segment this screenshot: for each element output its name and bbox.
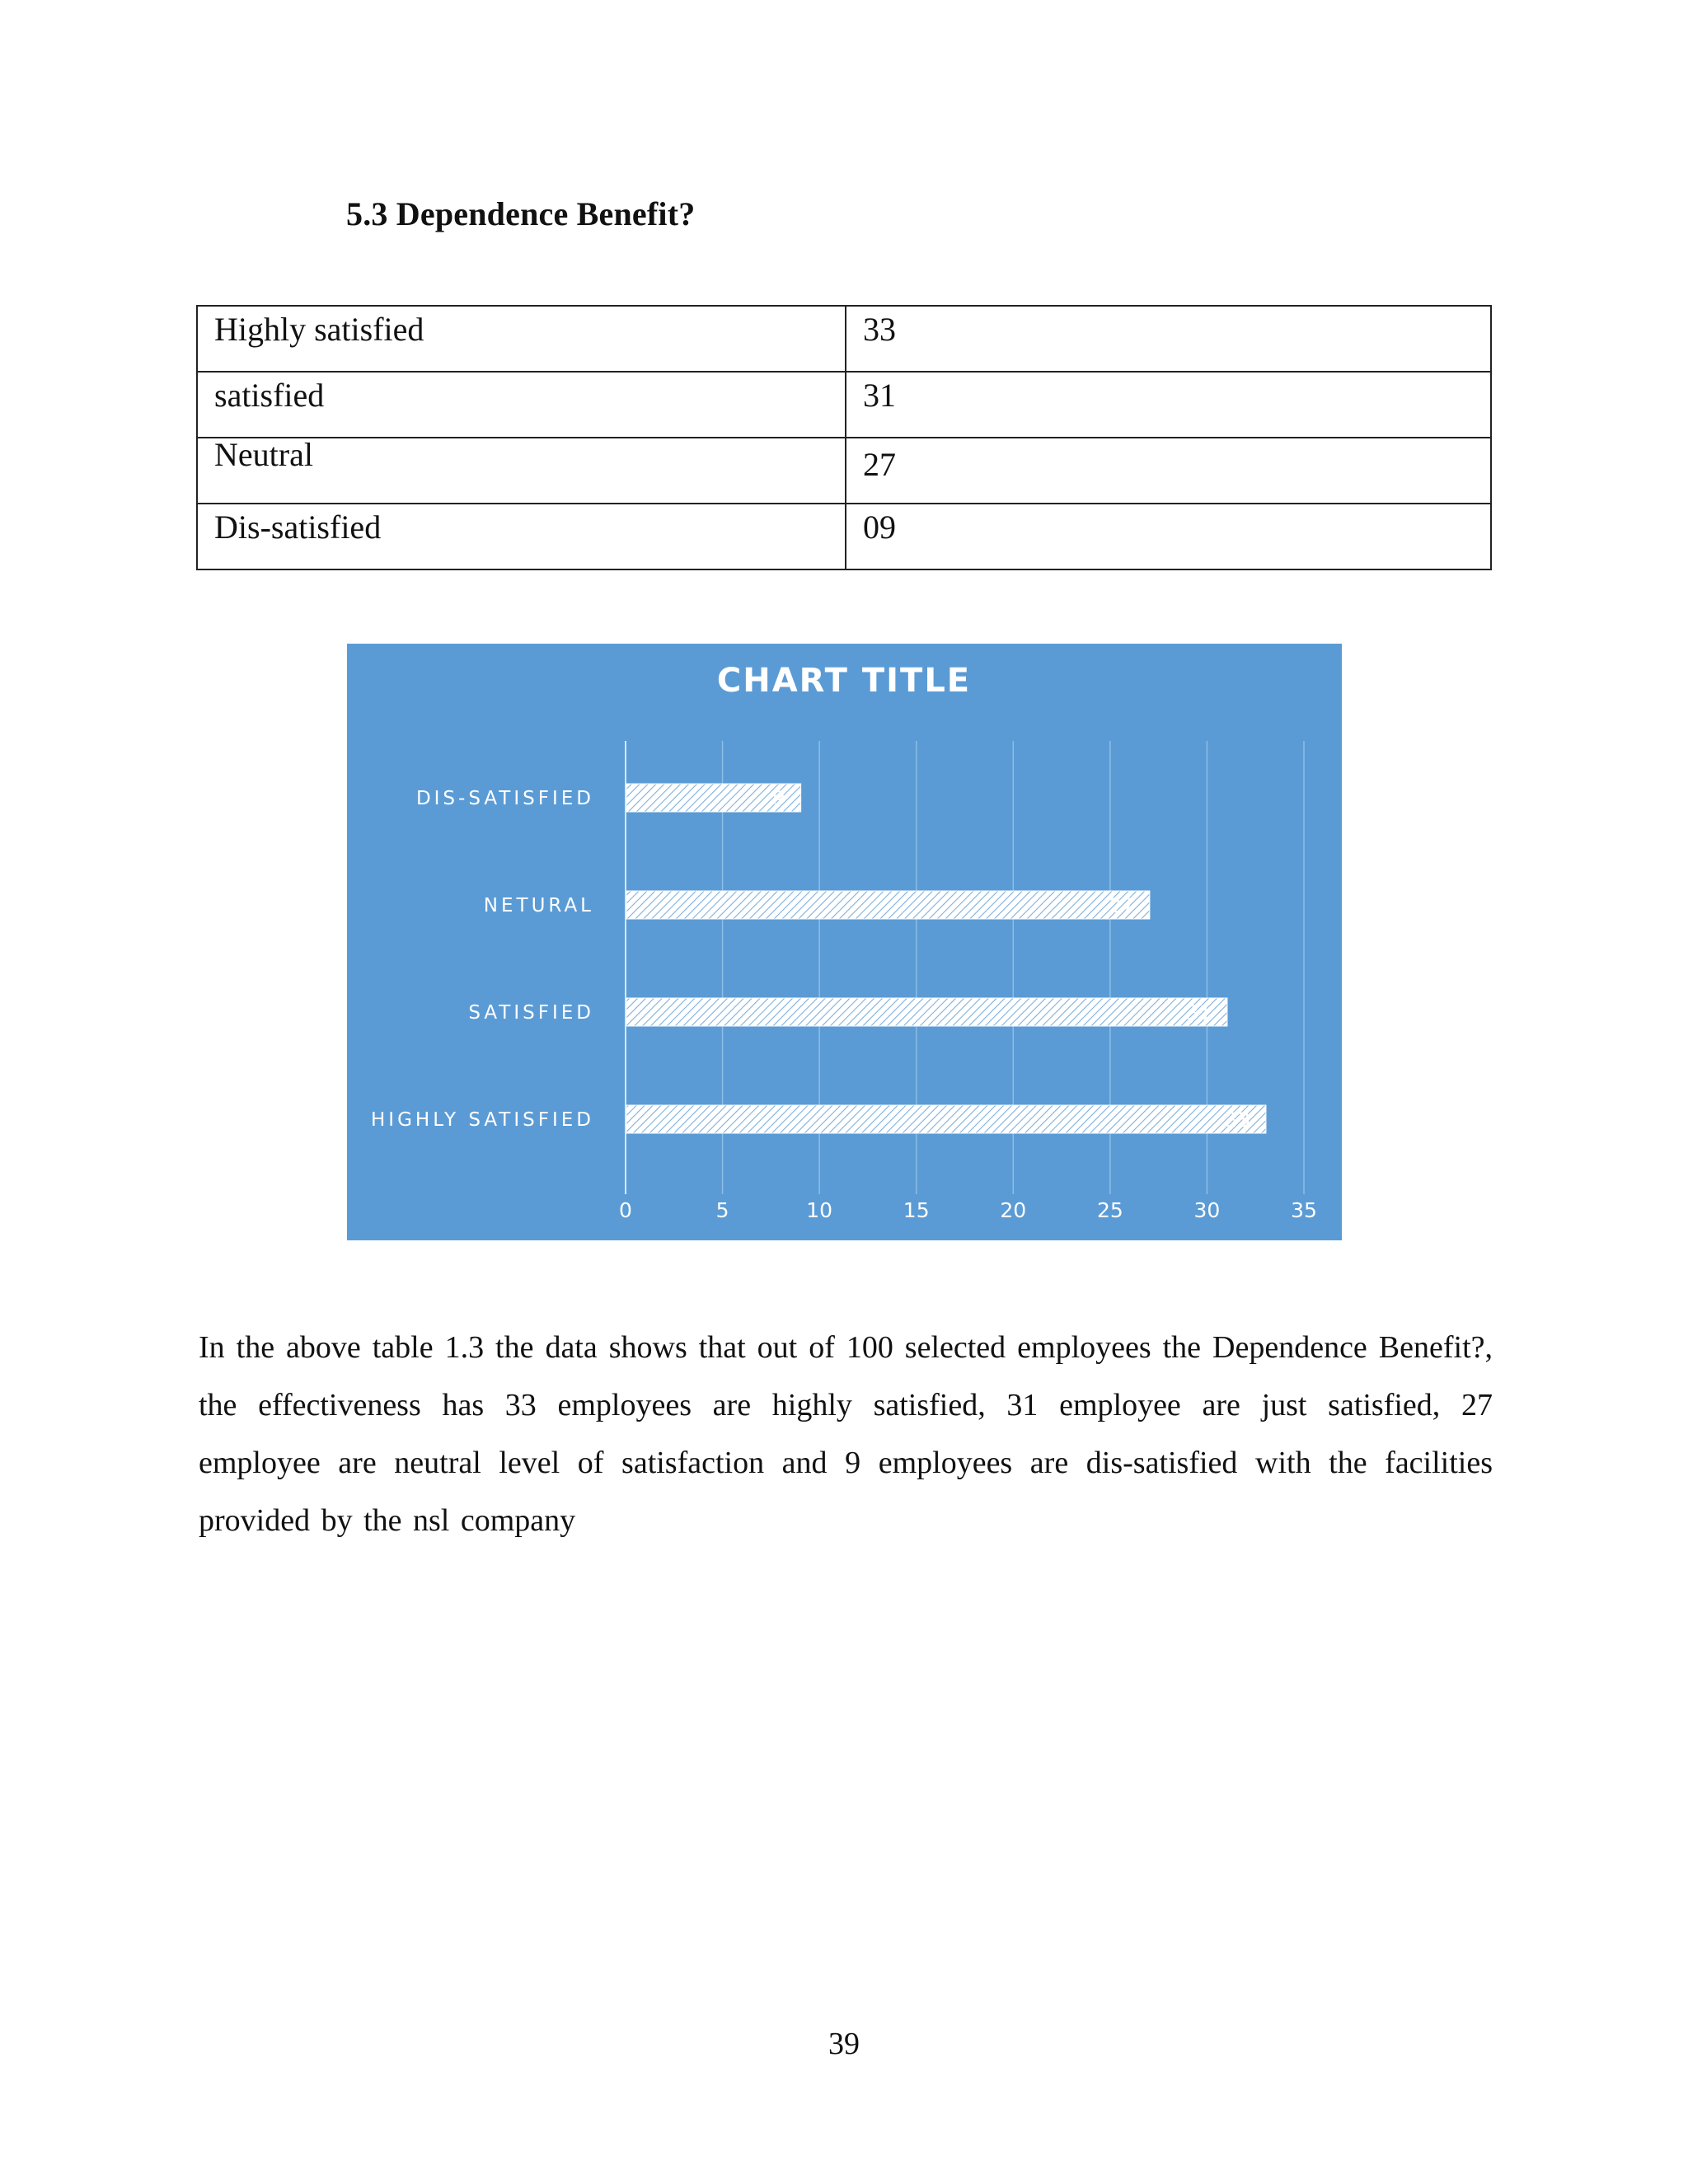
category-label: SATISFIED [468, 1002, 594, 1024]
table-cell-value: 33 [846, 306, 1491, 372]
x-tick-label: 25 [1096, 1198, 1123, 1222]
x-tick-label: 5 [715, 1198, 729, 1222]
data-label: 31 [1186, 1001, 1212, 1024]
x-tick-label: 30 [1193, 1198, 1221, 1222]
x-tick-label: 20 [1000, 1198, 1027, 1222]
chart-x-ticks [619, 1198, 1317, 1222]
table-cell-label: satisfied [197, 372, 846, 438]
category-label: DIS-SATISFIED [415, 788, 594, 809]
x-tick-label: 15 [903, 1198, 930, 1222]
data-label: 33 [1225, 1108, 1250, 1132]
table-row [197, 372, 1491, 438]
category-label: HIGHLY SATISFIED [371, 1109, 594, 1131]
table-row [197, 438, 1491, 504]
table-cell-label: Neutral [197, 438, 846, 504]
body-paragraph: In the above table 1.3 the data shows that out of 100 selected employees the Dependence Benefit?, the effectiveness has 33 employees are highly satisfied, 31 employee are just satisfied, 27 employee are neutral level of satisfaction and 9 employees are dis-satisfied with the facilities provided by the nsl company [199, 1330, 1493, 1538]
table-row [197, 306, 1491, 372]
category-label: NETURAL [483, 895, 594, 916]
bar [626, 1105, 1266, 1133]
table-cell-label: Highly satisfied [197, 306, 846, 372]
bar-chart-svg [347, 644, 1342, 1240]
table-cell-value: 27 [846, 438, 1491, 504]
chart-category-labels [371, 788, 594, 1131]
bar-chart [347, 644, 1342, 1240]
x-tick-label: 35 [1291, 1198, 1317, 1222]
section-heading: 5.3 Dependence Benefit? [346, 195, 696, 232]
x-tick-label: 0 [619, 1198, 632, 1222]
bar [626, 998, 1227, 1026]
table-cell-value: 09 [846, 504, 1491, 569]
page-number: 39 [828, 2027, 860, 2061]
satisfaction-table [196, 305, 1492, 570]
x-tick-label: 10 [806, 1198, 833, 1222]
data-label: 27 [1109, 894, 1134, 917]
bar [626, 891, 1150, 919]
table-cell-value: 31 [846, 372, 1491, 438]
data-label: 9 [772, 787, 785, 810]
table-row [197, 504, 1491, 569]
chart-title: CHART TITLE [716, 662, 972, 700]
table-cell-label: Dis-satisfied [197, 504, 846, 569]
